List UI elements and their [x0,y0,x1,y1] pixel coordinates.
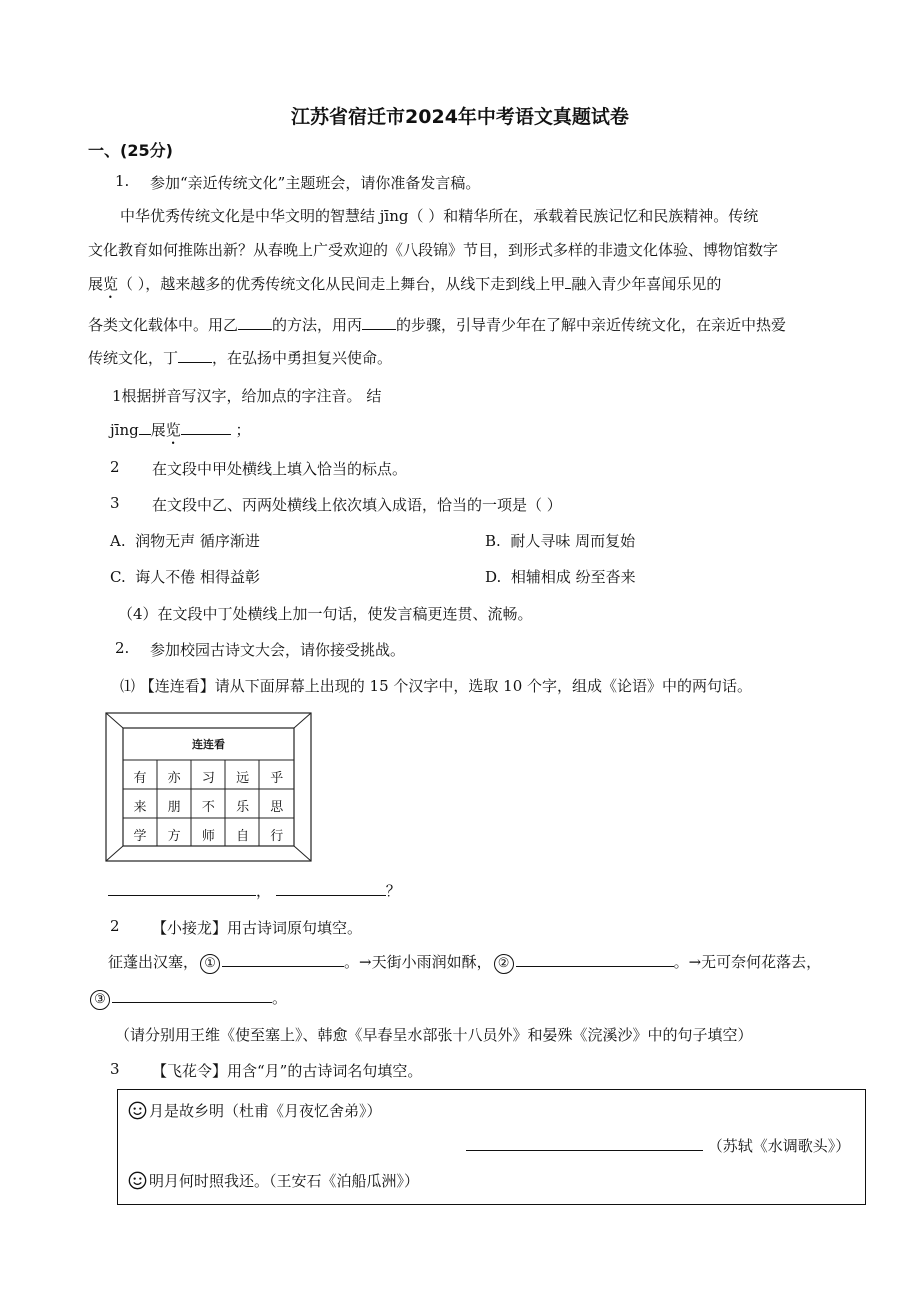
q1-number: 1. [115,172,130,190]
answer-blank-1[interactable] [108,881,256,896]
answer-line-row: ， ？ [108,880,401,901]
grid-cell[interactable]: 行 [270,829,284,844]
answer-blank-2[interactable] [276,881,386,896]
passage-line-3: 展览（ ），越来越多的优秀传统文化从民间走上舞台，从线下走到线上甲 融入青少年喜闻乐见的 [88,275,722,293]
q1-sub4: （4）在文段中丁处横线上加一句话，使发言稿更连贯、流畅。 [118,605,533,623]
grid-cell[interactable]: 自 [236,829,250,844]
grid-cell[interactable]: 有 [133,771,147,786]
chain-blank-3[interactable] [112,988,272,1003]
lianliankan-screen [105,712,312,862]
grid-cell[interactable]: 亦 [167,771,181,786]
chain-blank-2[interactable] [516,952,674,967]
grid-cell[interactable]: 不 [201,800,215,815]
blank-ding[interactable] [178,348,212,363]
chain-line-1: 征蓬出汉塞， ① 。→天街小雨润如酥， ② 。→无可奈何花落去， [108,951,821,974]
circled-number-2: ② [494,954,514,974]
q2-number: 2. [115,639,130,657]
grid-cell[interactable]: 远 [236,771,250,786]
passage-line-2: 文化教育如何推陈出新？从春晚上广受欢迎的《八段锦》节目，到形式多样的非遗文化体验、博物馆数字 [88,241,779,259]
passage-line-5: 传统文化，丁 ，在弘扬中勇担复兴使命。 [88,349,393,367]
answer-blank-jing[interactable] [139,420,151,435]
option-c[interactable]: C. 诲人不倦 相得益彰 [110,568,261,586]
feihualing-box [117,1089,866,1205]
smiley-icon [128,1171,147,1190]
passage-line-4: 各类文化载体中。用乙 的方法，用丙 的步骤，引导青少年在了解中亲近传统文化，在亲近中热爱 [88,316,787,334]
feihualing-blank[interactable] [466,1136,703,1151]
passage-line-1: 中华优秀传统文化是中华文明的智慧结 jīng（ ）和精华所在，承载着民族记忆和民族精神。传统 [120,207,759,225]
section-heading: 一、(25分) [88,141,173,160]
chain-blank-1[interactable] [222,952,344,967]
q1-sub1-answers: jīng 展览 ； [110,421,251,439]
option-d[interactable]: D. 相辅相成 纷至沓来 [485,568,636,586]
blank-bing[interactable] [362,315,396,330]
q1-sub2-number: 2 [110,458,120,476]
grid-cell[interactable]: 习 [201,771,215,786]
dotted-char: 览 [103,275,119,293]
q2-sub2-number: 2 [110,917,120,935]
q1-sub3-number: 3 [110,494,120,512]
answer-blank-lan[interactable] [181,420,231,435]
grid-cell[interactable]: 方 [167,829,181,844]
circled-number-3: ③ [90,990,110,1010]
page-title: 江苏省宿迁市2024年中考语文真题试卷 [291,106,629,128]
q2-sub2: 【小接龙】用古诗词原句填空。 [152,919,363,937]
blank-yi[interactable] [238,315,272,330]
q1-sub1: 1根据拼音写汉字，给加点的字注音。 结 [112,387,382,405]
grid-cell[interactable]: 乐 [236,800,250,815]
chain-line-2: ③ 。 [88,987,287,1010]
box-line-1: 月是故乡明（杜甫《月夜忆舍弟》） [128,1100,382,1121]
box-line-3: 明月何时照我还。（王安石《泊船瓜洲》） [128,1170,419,1191]
smiley-icon [128,1101,147,1120]
grid-cell[interactable]: 学 [133,829,147,844]
q2-sub1: ⑴ 【连连看】请从下面屏幕上出现的 15 个汉字中，选取 10 个字，组成《论语》中的两句话。 [120,677,753,695]
q2-sub3: 【飞花令】用含“月”的古诗词名句填空。 [152,1062,423,1080]
grid-cell[interactable]: 思 [270,800,284,815]
grid-cell[interactable]: 朋 [167,800,181,815]
q2-stem: 参加校园古诗文大会，请你接受挑战。 [150,641,406,659]
chain-note: （请分别用王维《使至塞上》、韩愈《早春呈水部张十八员外》和晏殊《浣溪沙》中的句子填空） [115,1026,753,1044]
option-b[interactable]: B. 耐人寻味 周而复始 [485,532,636,550]
q1-stem: 参加“亲近传统文化”主题班会，请你准备发言稿。 [150,174,481,192]
option-a[interactable]: A. 润物无声 循序渐进 [110,532,260,550]
q1-sub2: 在文段中甲处横线上填入恰当的标点。 [152,460,408,478]
circled-number-1: ① [200,954,220,974]
screen-title: 连连看 [192,738,225,751]
grid-cell[interactable]: 乎 [270,771,284,786]
q2-sub3-number: 3 [110,1060,120,1078]
box-line-2: （苏轼《水调歌头》） [466,1135,850,1156]
grid-cell[interactable]: 师 [201,829,215,844]
grid-cell[interactable]: 来 [133,800,147,815]
q1-sub3: 在文段中乙、丙两处横线上依次填入成语，恰当的一项是（ ） [152,496,562,514]
